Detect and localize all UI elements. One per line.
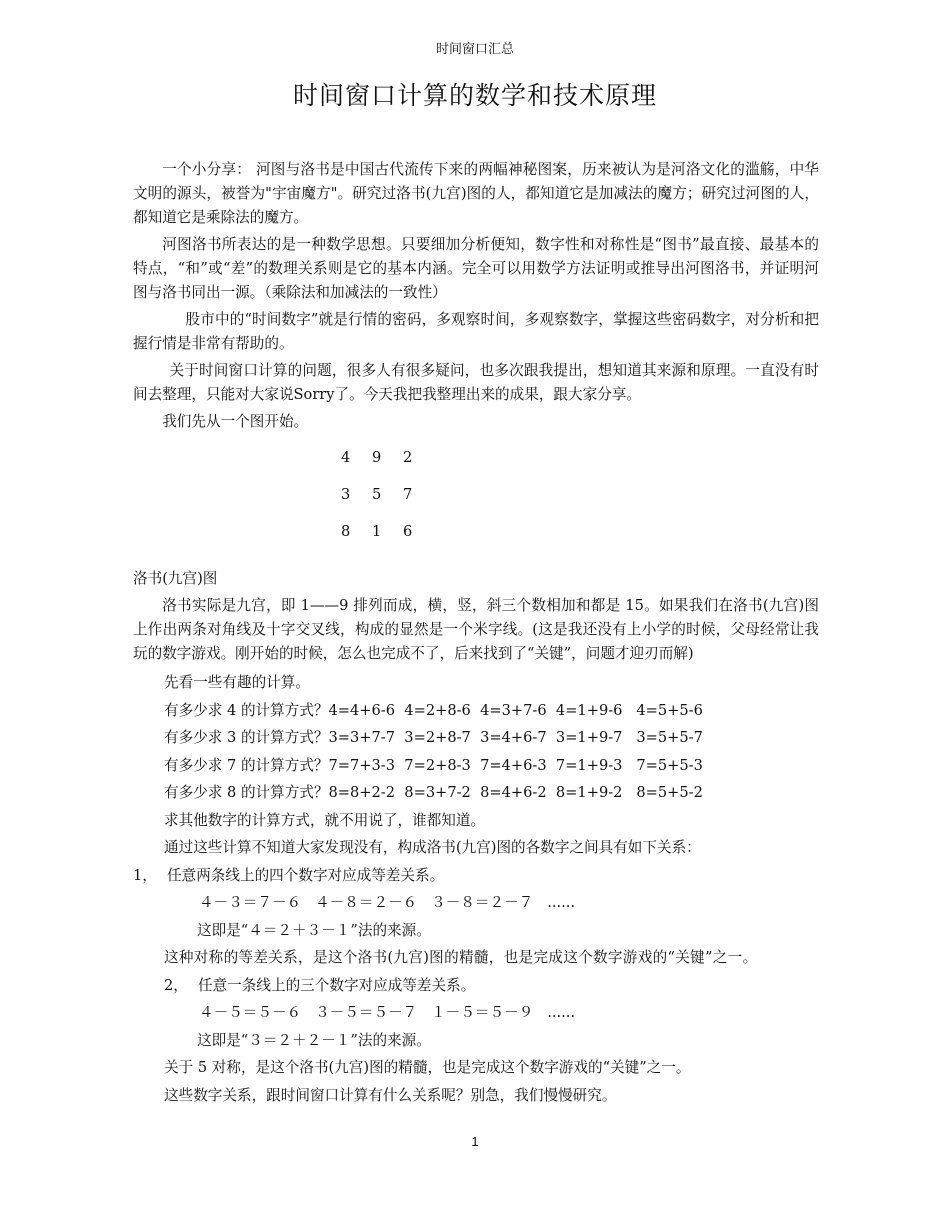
calc-line-3: 有多少求 3 的计算方式？3=3+7-7 3=2+8-7 3=4+6-7 3=1+9-7 3=5+5-7	[164, 729, 703, 746]
relation-1-source: 这即是“４＝２＋３－１”法的来源。	[197, 921, 431, 939]
calc-line-8: 有多少求 8 的计算方式？8=8+2-2 8=3+7-2 8=4+6-2 8=1+9-2 8=5+5-2	[164, 784, 703, 801]
page-number: 1	[471, 1134, 479, 1149]
relation-1-note: 这种对称的等差关系，是这个洛书(九宫)图的精髓，也是完成这个数字游戏的“关键”之一。	[164, 949, 758, 966]
magic-square-cell: 1	[372, 523, 382, 540]
relation-2-number: 2，	[164, 976, 188, 994]
magic-square-cell: 4	[341, 449, 351, 466]
relation-1-text: 任意两条线上的四个数字对应成等差关系。	[167, 866, 445, 884]
document-body	[133, 158, 819, 1109]
calc-line-7: 有多少求 7 的计算方式？7=7+3-3 7=2+8-3 7=4+6-3 7=1+9-3 7=5+5-3	[164, 756, 703, 774]
paragraph-intro: 一个小分享： 河图与洛书是中国古代流传下来的两幅神秘图案，历来被认为是河洛文化的滥觞，中华文明的源头，被誉为"宇宙魔方"。研究过洛书(九宫)图的人，都知道它是加减法的魔方；研究过河图的人，都知道它是乘除法的魔方。	[133, 161, 819, 226]
magic-square-cell: 5	[372, 486, 382, 503]
paragraph-explain: 洛书实际是九宫，即 1——9 排列而成，横，竖，斜三个数相加和都是 15。如果我们在洛书(九宫)图上作出两条对角线及十字交叉线，构成的显然是一个米字线。(这是我还没有上小学的时候，父母经常让我玩的数字游戏。刚开始的时候，怎么也完成不了，后来找到了“关键”，问题才迎刃而解)	[133, 597, 819, 662]
running-header: 时间窗口汇总	[435, 42, 514, 57]
relation-1-equations: ４－３＝７－６ ４－８＝２－６ ３－８＝２－７ ......	[199, 894, 576, 911]
paragraph-time-numbers: 股市中的“时间数字”就是行情的密码，多观察时间，多观察数字，掌握这些密码数字，对分析和把握行情是非常有帮助的。	[133, 311, 819, 352]
relation-2-equations: ４－５＝５－６ ３－５＝５－７ １－５＝５－９ ......	[199, 1004, 576, 1021]
calc-line-4: 有多少求 4 的计算方式？4=4+6-6 4=2+8-6 4=3+7-6 4=1+9-6 4=5+5-6	[164, 701, 703, 719]
paragraph-time-window: 关于时间窗口计算的问题，很多人有很多疑问，也多次跟我提出，想知道其来源和原理。一直没有时间去整理，只能对大家说Sorry了。今天我把我整理出来的成果，跟大家分享。	[133, 362, 819, 403]
magic-square-cell: 8	[341, 523, 351, 540]
relation-2-text: 任意一条线上的三个数字对应成等差关系。	[198, 976, 476, 994]
magic-square-caption: 洛书(九宫)图	[133, 570, 218, 587]
closing-line: 这些数字关系，跟时间窗口计算有什么关系呢？别急，我们慢慢研究。	[164, 1086, 617, 1104]
relation-2-source: 这即是“３＝２＋２－１”法的来源。	[197, 1031, 431, 1049]
line-lead: 通过这些计算不知道大家发现没有，构成洛书(九宫)图的各数字之间具有如下关系：	[164, 839, 701, 856]
magic-square-row	[341, 446, 819, 483]
relation-2-note: 关于 5 对称，是这个洛书(九宫)图的精髓，也是完成这个数字游戏的“关键”之一。	[164, 1059, 691, 1076]
relation-1	[133, 862, 819, 890]
magic-square-cell: 2	[403, 449, 413, 466]
paragraph-hetu-luoshu: 河图洛书所表达的是一种数学思想。只要细加分析便知，数字性和对称性是“图书”最直接、最基本的特点，“和”或“差”的数理关系则是它的基本内涵。完全可以用数学方法证明或推导出河图洛书，并证明河图与洛书同出一源。（乘除法和加减法的一致性）	[133, 236, 819, 301]
line-intro: 先看一些有趣的计算。	[164, 674, 310, 691]
paragraph-start: 我们先从一个图开始。	[162, 413, 309, 430]
page-title: 时间窗口计算的数学和技术原理	[292, 81, 657, 110]
magic-square-row	[341, 520, 819, 557]
magic-square-cell: 9	[372, 449, 382, 466]
magic-square-cell: 7	[403, 486, 413, 503]
magic-square-cell: 6	[403, 523, 413, 540]
relation-1-number: 1，	[133, 866, 157, 884]
magic-square-cell: 3	[341, 486, 351, 503]
relation-2	[133, 972, 819, 1000]
magic-square	[341, 446, 819, 557]
magic-square-row	[341, 483, 819, 520]
line-others: 求其他数字的计算方式，就不用说了，谁都知道。	[164, 811, 486, 829]
